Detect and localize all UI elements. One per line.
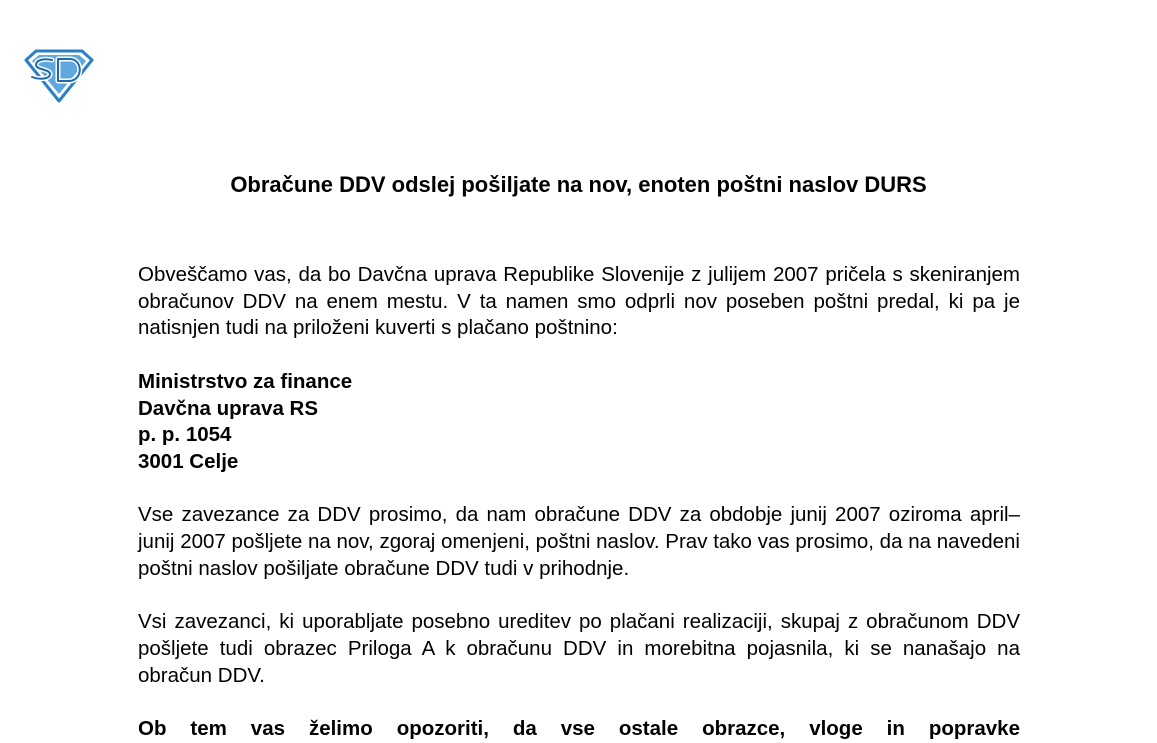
address-line: p. p. 1054	[138, 423, 232, 447]
durs-logo	[22, 48, 96, 104]
document-title: Obračune DDV odslej pošiljate na nov, enoten poštni naslov DURS	[230, 172, 927, 197]
address-line: Ministrstvo za finance	[138, 369, 353, 393]
warning-paragraph: Ob tem vas želimo opozoriti, da vse ostale obrazce, vloge in popravke	[138, 716, 1020, 740]
address-line: Davčna uprava RS	[138, 396, 319, 420]
request-paragraph: Vse zavezance za DDV prosimo, da nam obračune DDV za obdobje junij 2007 oziroma april–junij 2007 pošljete na nov, zgoraj omenjeni, poštni naslov. Prav tako vas prosimo, da na navedeni poštni naslov pošiljate obračune DDV tudi v prihodnje.	[138, 503, 1020, 580]
special-regime-paragraph: Vsi zavezanci, ki uporabljate posebno ureditev po plačani realizaciji, skupaj z obračunom DDV pošljete tudi obrazec Priloga A k obračunu DDV in morebitna pojasnila, ki se nanašajo na obračun DDV.	[138, 610, 1020, 687]
intro-paragraph: Obveščamo vas, da bo Davčna uprava Republike Slovenije z julijem 2007 pričela s skeniranjem obračunov DDV na enem mestu. V ta namen smo odprli nov poseben poštni predal, ki pa je natisnjen tudi na priloženi kuverti s plačano poštnino:	[138, 263, 1020, 340]
postal-address	[138, 369, 1020, 476]
shield-logo-icon	[22, 48, 96, 104]
address-line: 3001 Celje	[138, 449, 239, 473]
document-body	[138, 262, 1020, 743]
